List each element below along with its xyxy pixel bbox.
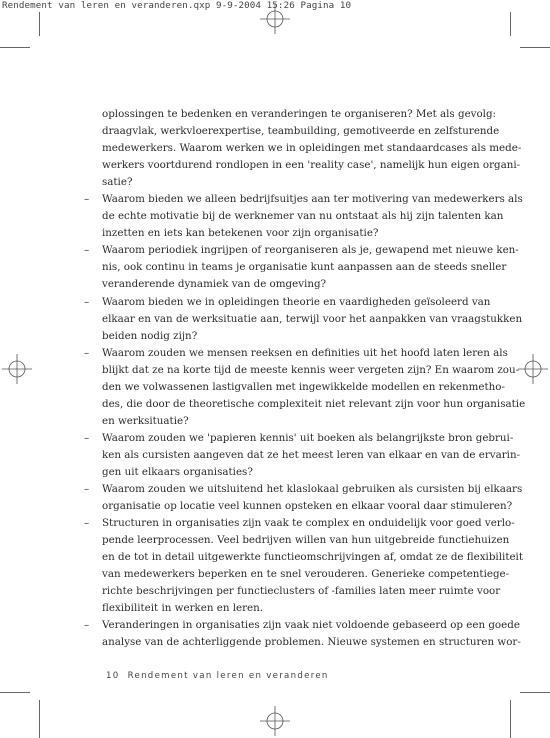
text-line <box>102 123 500 140</box>
line-text: Waarom zouden we 'papieren kennis' uit boeken als belangrijkste bron gebrui- <box>102 431 514 444</box>
text-line <box>102 447 521 464</box>
bullet-dash: – <box>84 346 90 359</box>
line-text: Waarom bieden we in opleidingen theorie en vaardigheden geïsoleerd van <box>102 295 491 308</box>
line-text: flexibiliteit in werken en leren. <box>102 602 264 615</box>
bullet-line <box>84 242 519 259</box>
bullet-dash: – <box>84 295 90 308</box>
text-line <box>102 276 474 293</box>
body-text-block <box>84 106 526 652</box>
bullet-dash: – <box>84 193 90 206</box>
line-text: de echte motivatie bij de werknemer van nu ontstaat als hij zijn talenten kan <box>102 210 504 223</box>
bullet-line <box>84 430 514 447</box>
bullet-line <box>84 345 508 362</box>
line-text: pende leerprocessen. Veel bedrijven willen van hun uitgebreide functiehuizen <box>102 534 510 547</box>
line-text: gen uit elkaars organisaties? <box>102 465 253 478</box>
text-line <box>102 157 521 174</box>
line-text: den we volwassenen lastigvallen met ingewikkelde modellen en rekenmetho- <box>102 380 505 393</box>
line-text: van medewerkers beperken en te snel verouderen. Generieke competentiege- <box>102 568 510 581</box>
text-line <box>102 600 474 617</box>
text-line <box>102 311 523 328</box>
line-text: Waarom periodiek ingrijpen of reorganiseren als je, gewapend met nieuwe ken- <box>102 244 519 257</box>
text-line <box>102 140 522 157</box>
text-line <box>102 328 474 345</box>
line-text: Waarom zouden we uitsluitend het klaslokaal gebruiken als cursisten bij elkaars <box>102 483 523 496</box>
text-line <box>102 208 504 225</box>
bullet-line <box>84 294 491 311</box>
print-slug-header: Rendement van leren en veranderen.qxp 9-9-2004 15:26 Pagina 10 <box>2 0 352 11</box>
line-text: beiden nodig zijn? <box>102 329 198 342</box>
line-text: organisatie op locatie veel kunnen opsteken en elkaar vooral daar stimuleren? <box>102 500 513 513</box>
line-text: richte beschrijvingen per functieclusters of -families laten meer ruimte voor <box>102 585 501 598</box>
text-line <box>102 464 474 481</box>
text-line <box>102 379 505 396</box>
trim-mark-right-top <box>520 47 550 48</box>
text-line <box>102 396 526 413</box>
line-text: ken als cursisten aangeven dat ze het meest leren van elkaar en van de ervarin- <box>102 448 521 461</box>
line-text: oplossingen te bedenken en veranderingen te organiseren? Met als gevolg: <box>102 108 497 120</box>
line-text: inzetten en iets kan betekenen voor zijn organisatie? <box>102 227 379 240</box>
registration-mark-left-icon <box>0 352 34 386</box>
registration-mark-top-icon <box>258 2 292 36</box>
text-line <box>102 566 510 583</box>
line-text: veranderende dynamiek van de omgeving? <box>102 278 327 291</box>
trim-mark-bottom-right <box>510 700 511 738</box>
text-line <box>102 549 523 566</box>
trim-mark-left-top <box>0 47 30 48</box>
registration-mark-bottom-icon <box>258 704 292 738</box>
text-line <box>102 225 474 242</box>
bullet-line <box>84 617 520 634</box>
bullet-dash: – <box>84 619 90 632</box>
bullet-line <box>84 191 523 208</box>
line-text: elkaar en van de werksituatie aan, terwijl voor het aanpakken van vraagstukken <box>102 312 523 325</box>
trim-mark-bottom-left <box>39 700 40 738</box>
trim-mark-right-bottom <box>520 692 550 693</box>
bullet-line <box>84 515 515 532</box>
line-text: en de tot in detail uitgewerkte functieomschrijvingen af, omdat ze de flexibiliteit <box>102 551 523 564</box>
text-line <box>102 498 513 515</box>
line-text: werkers voortdurend rondlopen in een 'reality case', namelijk hun eigen organi- <box>102 159 521 172</box>
bullet-dash: – <box>84 517 90 530</box>
trim-mark-left-bottom <box>0 692 30 693</box>
page-footer <box>106 671 329 681</box>
text-line <box>102 413 474 430</box>
line-text: Waarom bieden we alleen bedrijfsuitjes aan ter motivering van medewerkers als <box>102 193 523 206</box>
line-text: nis, ook continu in teams je organisatie kunt aanpassen aan de steeds sneller <box>102 261 507 274</box>
line-text: des, die door de theoretische complexiteit niet relevant zijn voor hun organisatie <box>102 397 526 410</box>
line-text: Waarom zouden we mensen reeksen en definities uit het hoofd laten leren als <box>102 346 508 359</box>
line-text: satie? <box>102 176 133 189</box>
line-text: Veranderingen in organisaties zijn vaak niet voldoende gebaseerd op een goede <box>102 619 520 632</box>
text-line <box>102 532 510 549</box>
bullet-line <box>84 481 523 498</box>
text-line <box>102 362 520 379</box>
bullet-dash: – <box>84 483 90 496</box>
registration-mark-right-icon <box>516 352 550 386</box>
line-text: blijkt dat ze na korte tijd de meeste kennis weer vergeten zijn? En waarom zou- <box>102 363 520 376</box>
line-text: en werksituatie? <box>102 414 189 427</box>
text-line <box>102 174 474 191</box>
line-text: medewerkers. Waarom werken we in opleidingen met standaardcases als mede- <box>102 142 522 155</box>
text-line <box>102 583 501 600</box>
text-line <box>102 259 507 276</box>
page-number: 10 <box>106 671 120 681</box>
line-text: draagvlak, werkvloerexpertise, teambuilding, gemotiveerde en zelfsturende <box>102 125 500 138</box>
line-text: analyse van de achterliggende problemen. Nieuwe systemen en structuren wor- <box>102 636 521 649</box>
trim-mark-top-right <box>510 12 511 36</box>
trim-mark-top-left <box>39 12 40 36</box>
text-line <box>102 634 521 651</box>
text-line <box>102 106 497 123</box>
bullet-dash: – <box>84 244 90 257</box>
line-text: Structuren in organisaties zijn vaak te complex en onduidelijk voor goed verlo- <box>102 517 515 530</box>
bullet-dash: – <box>84 431 90 444</box>
running-title: Rendement van leren en veranderen <box>127 671 329 681</box>
